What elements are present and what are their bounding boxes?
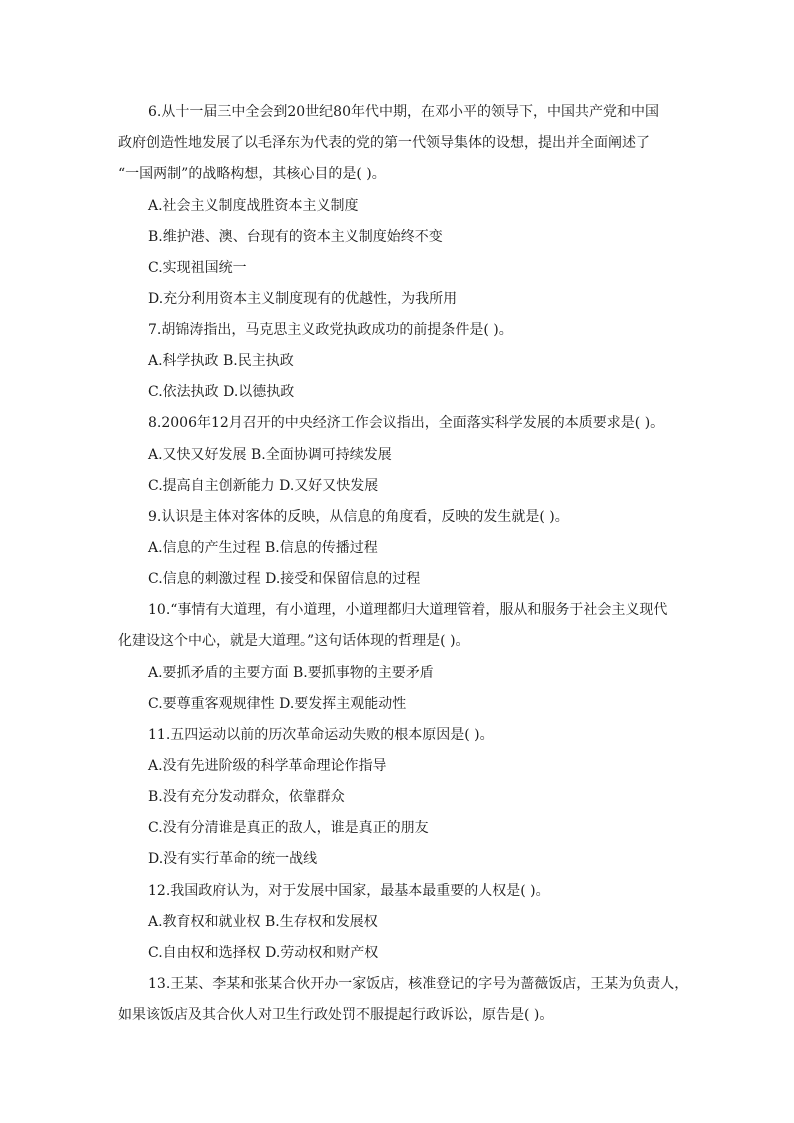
question-13-text-line-1: 13.王某、李某和张某合伙开办一家饭店，核准登记的字号为蔷薇饭店，王某为负责人， xyxy=(148,976,689,992)
question-10-text-line-2: 化建设这个中心，就是大道理。”这句话体现的哲理是( )。 xyxy=(118,633,470,649)
question-8-options-ab: A.又快又好发展 B.全面协调可持续发展 xyxy=(148,447,392,463)
question-11-option-d: D.没有实行革命的统一战线 xyxy=(148,851,318,867)
question-12-options-cd: C.自由权和选择权 D.劳动权和财产权 xyxy=(148,945,379,961)
question-6-text-line-1: 6.从十一届三中全会到20世纪80年代中期，在邓小平的领导下，中国共产党和中国 xyxy=(148,104,659,120)
question-12-options-ab: A.教育权和就业权 B.生存权和发展权 xyxy=(148,914,378,930)
question-8-text: 8.2006年12月召开的中央经济工作会议指出，全面落实科学发展的本质要求是( )。 xyxy=(148,415,665,431)
question-7-options-cd: C.依法执政 D.以德执政 xyxy=(148,384,295,400)
question-6-text-line-2: 政府创造性地发展了以毛泽东为代表的党的第一代领导集体的设想，提出并全面阐述了 xyxy=(118,135,650,151)
question-13-text-line-2: 如果该饭店及其合伙人对卫生行政处罚不服提起行政诉讼，原告是( )。 xyxy=(118,1007,554,1023)
question-11-option-b: B.没有充分发动群众，依靠群众 xyxy=(148,789,345,805)
question-6-option-d: D.充分利用资本主义制度现有的优越性，为我所用 xyxy=(148,291,458,307)
question-6-text-line-3: “一国两制”的战略构想，其核心目的是( )。 xyxy=(118,166,386,182)
question-6-option-a: A.社会主义制度战胜资本主义制度 xyxy=(148,198,359,214)
question-9-options-cd: C.信息的刺激过程 D.接受和保留信息的过程 xyxy=(148,571,421,587)
question-7-options-ab: A.科学执政 B.民主执政 xyxy=(148,353,294,369)
question-9-text: 9.认识是主体对客体的反映，从信息的角度看，反映的发生就是( )。 xyxy=(148,509,569,525)
question-6-option-c: C.实现祖国统一 xyxy=(148,260,247,276)
question-6-option-b: B.维护港、澳、台现有的资本主义制度始终不变 xyxy=(148,229,443,245)
question-11-text: 11.五四运动以前的历次革命运动失败的根本原因是( )。 xyxy=(148,727,494,743)
question-8-options-cd: C.提高自主创新能力 D.又好又快发展 xyxy=(148,478,379,494)
question-12-text: 12.我国政府认为，对于发展中国家，最基本最重要的人权是( )。 xyxy=(148,883,550,899)
question-11-option-a: A.没有先进阶级的科学革命理论作指导 xyxy=(148,758,387,774)
question-10-text-line-1: 10.“事情有大道理，有小道理，小道理都归大道理管着，服从和服务于社会主义现代 xyxy=(148,602,668,618)
question-10-options-ab: A.要抓矛盾的主要方面 B.要抓事物的主要矛盾 xyxy=(148,665,434,681)
question-10-options-cd: C.要尊重客观规律性 D.要发挥主观能动性 xyxy=(148,696,407,712)
question-7-text: 7.胡锦涛指出，马克思主义政党执政成功的前提条件是( )。 xyxy=(148,322,513,338)
question-11-option-c: C.没有分清谁是真正的敌人，谁是真正的朋友 xyxy=(148,820,429,836)
question-9-options-ab: A.信息的产生过程 B.信息的传播过程 xyxy=(148,540,378,556)
